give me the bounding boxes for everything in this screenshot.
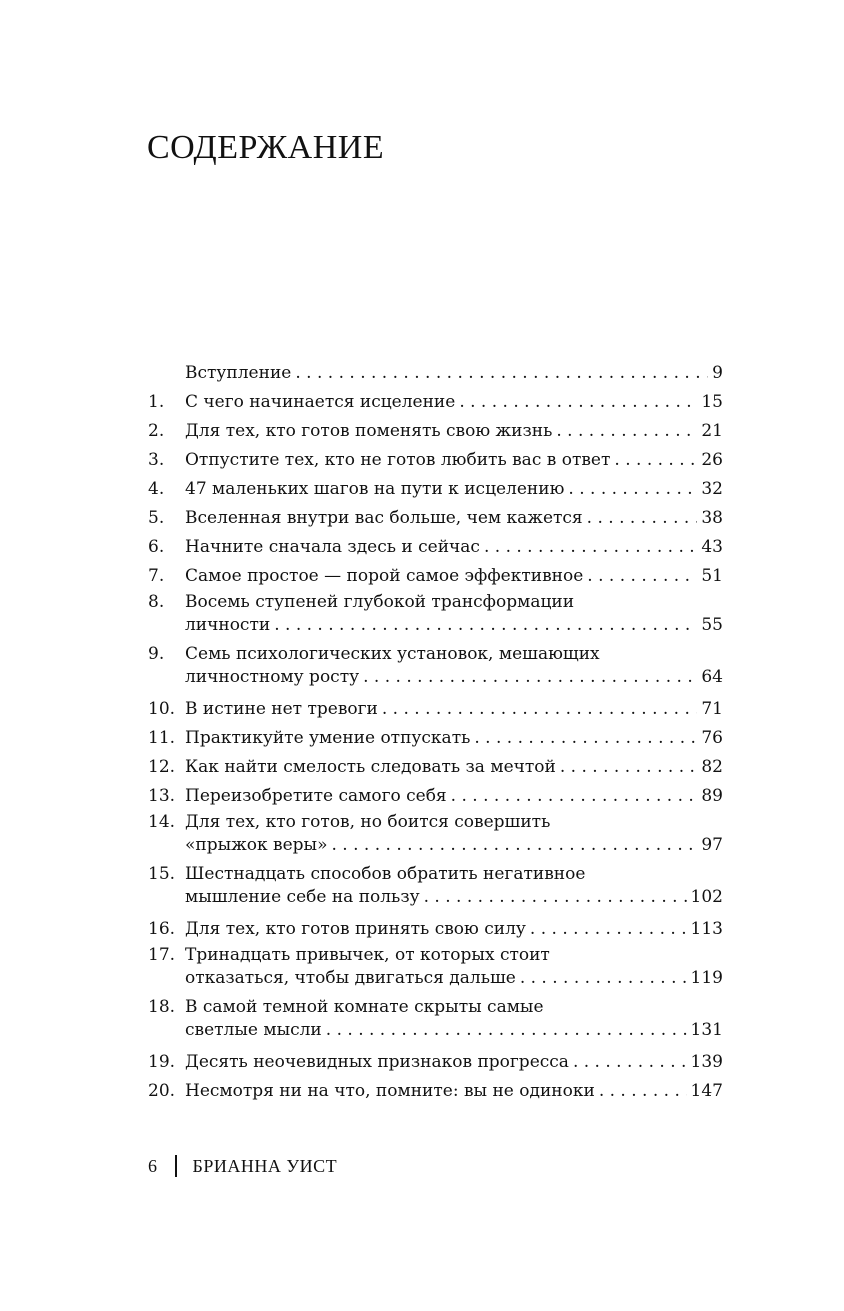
toc-entry-number: 16. <box>148 919 176 939</box>
toc-entry-title: В истине нет тревоги <box>185 699 378 719</box>
toc-entry <box>148 1048 723 1077</box>
toc-entry-title: В самой темной комнате скрыты самые <box>185 997 544 1017</box>
toc-entry-page: 21 <box>701 421 723 441</box>
toc-entry <box>148 782 723 811</box>
toc-entry <box>148 863 723 909</box>
dot-leader <box>556 417 697 446</box>
toc-entry-number: 12. <box>148 757 176 777</box>
toc-entry-page: 131 <box>690 1020 723 1040</box>
dot-leader <box>295 359 708 388</box>
toc-entry-title: Как найти смелость следовать за мечтой <box>185 757 556 777</box>
toc-entry-number: 7. <box>148 566 165 586</box>
toc-entry-number: 8. <box>148 592 165 612</box>
dot-leader <box>530 915 687 944</box>
toc-entry-page: 71 <box>701 699 723 719</box>
dot-leader <box>599 1077 687 1106</box>
dot-leader <box>474 724 697 753</box>
toc-entry-number: 17. <box>148 945 176 965</box>
toc-entry-number: 15. <box>148 864 176 884</box>
toc-entry <box>148 695 723 724</box>
toc-entry-number: 3. <box>148 450 165 470</box>
toc-entry-page: 139 <box>690 1052 723 1072</box>
page-footer <box>148 1155 337 1177</box>
dot-leader <box>382 695 697 724</box>
dot-leader <box>451 782 698 811</box>
toc-entry-page: 51 <box>701 566 723 586</box>
toc-entry-title: личностному росту <box>185 667 360 687</box>
dot-leader <box>484 533 697 562</box>
toc-entry <box>148 359 723 388</box>
toc-entry-number: 6. <box>148 537 165 557</box>
toc-entry <box>148 643 723 689</box>
dot-leader <box>573 1048 687 1077</box>
toc-entry-number: 20. <box>148 1081 176 1101</box>
dot-leader <box>459 388 697 417</box>
toc-entry-title: личности <box>185 615 271 635</box>
dot-leader <box>587 504 698 533</box>
toc-entry-title: Переизобретите самого себя <box>185 786 447 806</box>
dot-leader <box>274 614 697 637</box>
toc-entry-page: 9 <box>712 363 723 383</box>
toc-entry <box>148 446 723 475</box>
dot-leader <box>363 666 697 689</box>
toc-entry-page: 147 <box>690 1081 723 1101</box>
toc-entry <box>148 996 723 1042</box>
dot-leader <box>332 834 698 857</box>
toc-entry-title: Восемь ступеней глубокой трансформации <box>185 592 575 612</box>
toc-entry <box>148 417 723 446</box>
toc-entry-title: отказаться, чтобы двигаться дальше <box>185 968 516 988</box>
toc-entry-page: 32 <box>701 479 723 499</box>
toc-entry-title: Семь психологических установок, мешающих <box>185 644 600 664</box>
toc-entry-title: Вселенная внутри вас больше, чем кажется <box>185 508 583 528</box>
toc-entry-page: 97 <box>701 835 723 855</box>
toc-entry-number: 5. <box>148 508 165 528</box>
toc-entry-page: 55 <box>701 615 723 635</box>
toc-entry <box>148 753 723 782</box>
toc-entry <box>148 915 723 944</box>
toc-entry-page: 119 <box>690 968 723 988</box>
toc-entry-title: С чего начинается исцеление <box>185 392 456 412</box>
toc-entry-title: Десять неочевидных признаков прогресса <box>185 1052 569 1072</box>
toc-entry-page: 38 <box>701 508 723 528</box>
toc-entry <box>148 533 723 562</box>
toc-entry-title: Вступление <box>185 363 292 383</box>
toc-entry <box>148 591 723 637</box>
toc-entry-title: Для тех, кто готов принять свою силу <box>185 919 526 939</box>
toc-entry-page: 64 <box>701 667 723 687</box>
toc-entry <box>148 562 723 591</box>
footer-divider <box>175 1155 177 1177</box>
dot-leader <box>326 1019 687 1042</box>
toc-entry-number: 9. <box>148 644 165 664</box>
toc-entry <box>148 504 723 533</box>
toc-entry-number: 10. <box>148 699 176 719</box>
toc-entry-title: мышление себе на пользу <box>185 887 420 907</box>
toc-entry-title: Шестнадцать способов обратить негативное <box>185 864 586 884</box>
toc-entry-page: 26 <box>701 450 723 470</box>
toc-entry-page: 113 <box>690 919 723 939</box>
toc-entry-title: «прыжок веры» <box>185 835 328 855</box>
toc-entry-title: Тринадцать привычек, от которых стоит <box>185 945 550 965</box>
toc-entry-number: 13. <box>148 786 176 806</box>
dot-leader <box>568 475 697 504</box>
page-number: 6 <box>148 1155 157 1176</box>
toc-entry-page: 76 <box>701 728 723 748</box>
toc-entry-title: Отпустите тех, кто не готов любить вас в ответ <box>185 450 611 470</box>
toc-entry-number: 4. <box>148 479 165 499</box>
toc-entry-page: 102 <box>690 887 723 907</box>
toc-entry-title: Самое простое — порой самое эффективное <box>185 566 584 586</box>
toc-entry-page: 15 <box>701 392 723 412</box>
table-of-contents <box>148 359 723 1106</box>
author-name: БРИАННА УИСТ <box>192 1155 338 1176</box>
dot-leader <box>560 753 698 782</box>
toc-entry-title: Начните сначала здесь и сейчас <box>185 537 480 557</box>
toc-entry-title: Несмотря ни на что, помните: вы не одиноки <box>185 1081 595 1101</box>
dot-leader <box>520 967 687 990</box>
toc-entry <box>148 475 723 504</box>
toc-entry-page: 89 <box>701 786 723 806</box>
toc-entry <box>148 724 723 753</box>
dot-leader <box>587 562 697 591</box>
toc-entry <box>148 811 723 857</box>
dot-leader <box>614 446 697 475</box>
toc-entry-title: Для тех, кто готов поменять свою жизнь <box>185 421 553 441</box>
toc-entry-title: светлые мысли <box>185 1020 322 1040</box>
toc-entry-number: 2. <box>148 421 165 441</box>
toc-entry-title: Практикуйте умение отпускать <box>185 728 471 748</box>
toc-entry-page: 43 <box>701 537 723 557</box>
toc-entry-number: 14. <box>148 812 176 832</box>
toc-entry <box>148 1077 723 1106</box>
toc-entry-number: 11. <box>148 728 176 748</box>
toc-entry-title: 47 маленьких шагов на пути к исцелению <box>185 479 565 499</box>
toc-entry-page: 82 <box>701 757 723 777</box>
toc-entry-number: 19. <box>148 1052 176 1072</box>
page-title: СОДЕРЖАНИЕ <box>147 129 385 166</box>
dot-leader <box>424 886 687 909</box>
toc-entry-number: 1. <box>148 392 165 412</box>
toc-entry-number: 18. <box>148 997 176 1017</box>
toc-entry <box>148 388 723 417</box>
toc-entry-title: Для тех, кто готов, но боится совершить <box>185 812 551 832</box>
toc-entry <box>148 944 723 990</box>
